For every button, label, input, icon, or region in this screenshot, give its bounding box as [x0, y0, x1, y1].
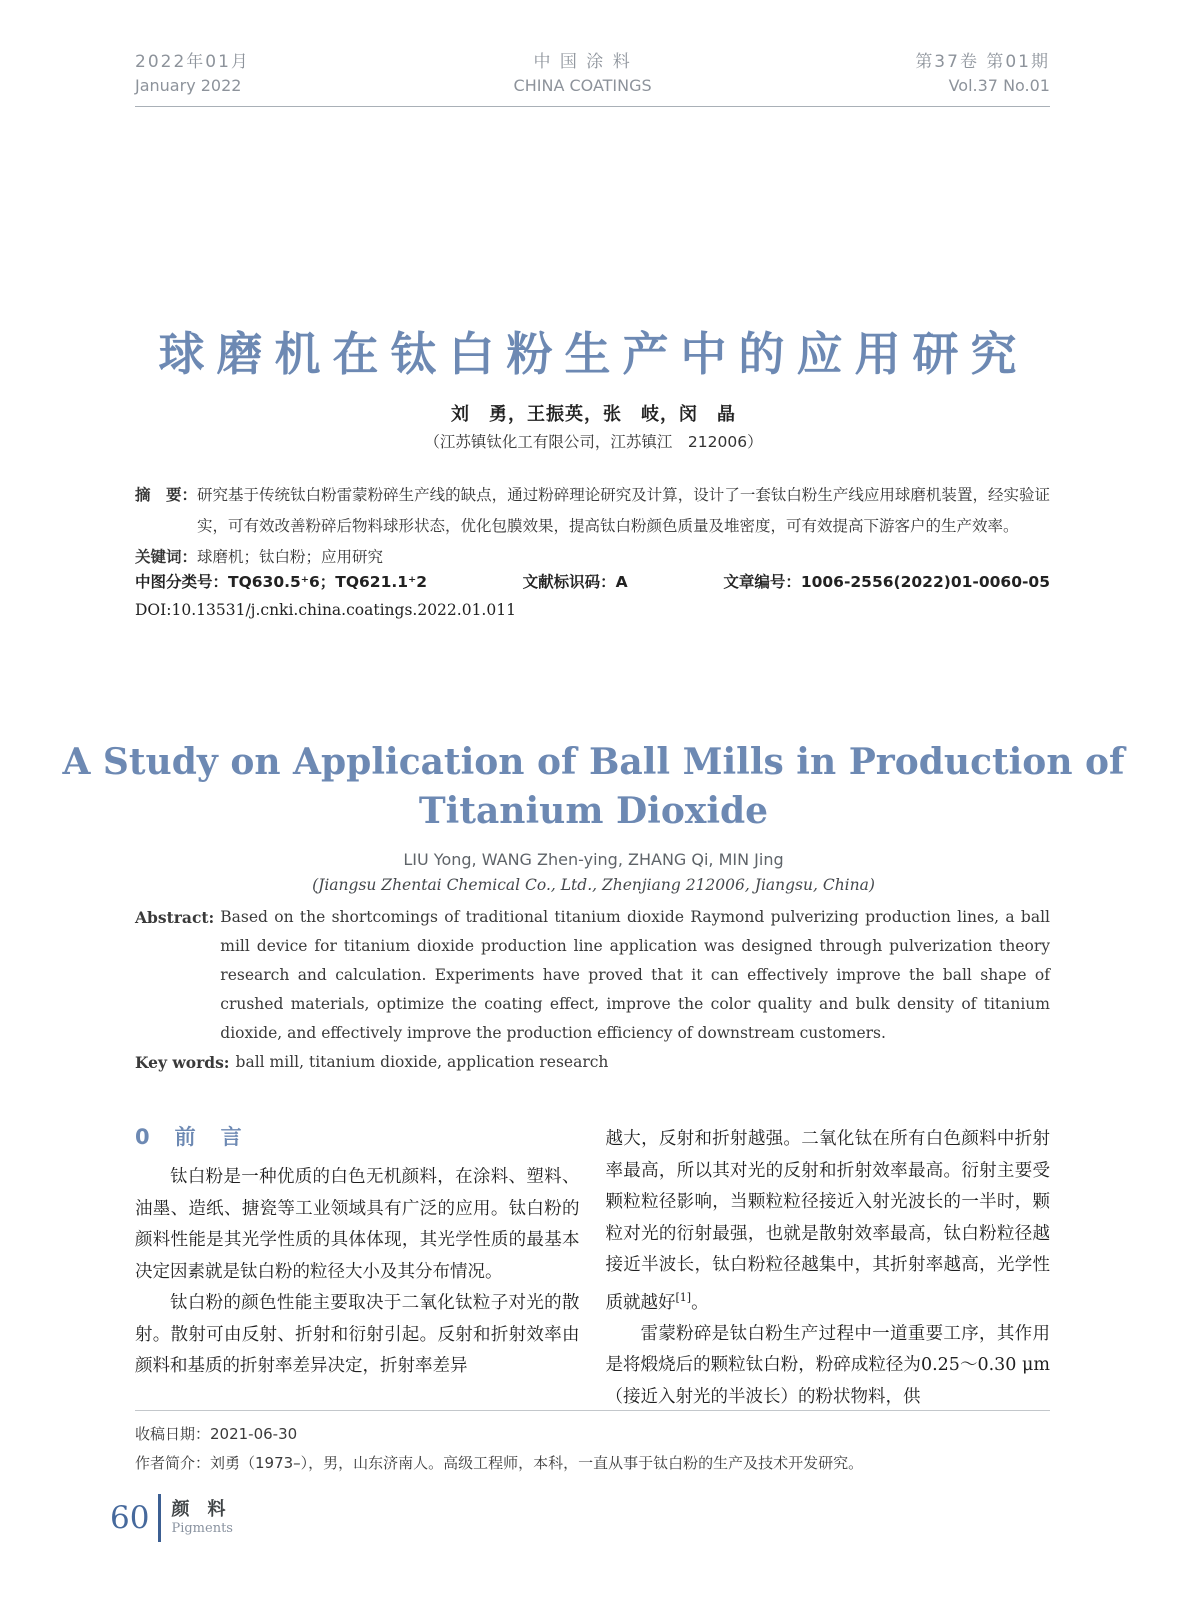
meta-row [135, 570, 1050, 592]
clc-number: 中图分类号：TQ630.5⁺6；TQ621.1⁺2 [135, 573, 427, 591]
paragraph [606, 1124, 1051, 1319]
keywords-en-label: Key words: [135, 1053, 230, 1072]
paragraph: 雷蒙粉碎是钛白粉生产过程中一道重要工序，其作用是将煅烧后的颗粒钛白粉，粉碎成粒径为0.25～0.30 μm（接近入射光的半波长）的粉状物料，供 [605, 1323, 1050, 1407]
right-column [606, 1124, 1051, 1413]
keywords-cn-label: 关键词： [135, 548, 198, 566]
page-header [135, 50, 1050, 107]
reference-marker: [1] [675, 1290, 692, 1304]
header-issue [915, 50, 1050, 98]
header-date-cn: 2022年01月 [135, 52, 250, 72]
keywords-en-text: ball mill, titanium dioxide, application research [235, 1053, 609, 1071]
footer-divider-bar [158, 1494, 161, 1542]
article-number: 文章编号：1006-2556(2022)01-0060-05 [723, 573, 1050, 591]
keywords-en [135, 1048, 1050, 1077]
header-journal-cn: 中 国 涂 料 [533, 52, 632, 72]
page-footer [110, 1494, 233, 1542]
document-code: 文献标识码：A [522, 573, 628, 591]
affiliation-en: (Jiangsu Zhentai Chemical Co., Ltd., Zhenjiang 212006, Jiangsu, China) [312, 876, 875, 894]
abstract-cn-text: 研究基于传统钛白粉雷蒙粉碎生产线的缺点，通过粉碎理论研究及计算，设计了一套钛白粉生产线应用球磨机装置，经实验证实，可有效改善粉碎后物料球形状态，优化包膜效果，提高钛白粉颜色质量及堆密度，可有效提高下游客户的生产效率。 [197, 486, 1050, 535]
article-title-en-line1: A Study on Application of Ball Mills in Production of [62, 741, 1125, 783]
page-number: 60 [110, 1500, 150, 1536]
authors-cn: 刘 勇，王振英，张 岐，闵 晶 [451, 404, 736, 425]
header-journal [514, 50, 652, 98]
header-date-en: January 2022 [135, 76, 242, 95]
header-issue-en: Vol.37 No.01 [948, 76, 1050, 95]
received-date: 收稿日期：2021-06-30 [135, 1425, 298, 1443]
footnote-block [135, 1410, 1050, 1478]
footer-section-en: Pigments [171, 1521, 233, 1536]
paragraph-tail: 。 [691, 1292, 709, 1313]
article-title-cn: 球磨机在钛白粉生产中的应用研究 [158, 327, 1029, 381]
header-journal-en: CHINA COATINGS [513, 76, 652, 95]
article-title-en [0, 738, 1187, 836]
header-date [135, 50, 250, 98]
footer-section-cn: 颜 料 [171, 1499, 226, 1520]
affiliation-cn: （江苏镇钛化工有限公司，江苏镇江 212006） [424, 433, 763, 451]
author-bio: 作者简介：刘勇（1973–），男，山东济南人。高级工程师，本科，一直从事于钛白粉的生产及技术开发研究。 [135, 1454, 864, 1472]
paragraph-text: 越大，反射和折射越强。二氧化钛在所有白色颜料中折射率最高，所以其对光的反射和折射效率最高。衍射主要受颗粒粒径影响，当颗粒粒径接近入射光波长的一半时，颗粒对光的衍射最强，也就是散射效率最高，钛白粉粒径越接近半波长，钛白粉粒径越集中，其折射率越高，光学性质就越好 [605, 1129, 1050, 1313]
keywords-cn [135, 542, 1050, 573]
keywords-cn-text: 球磨机；钛白粉；应用研究 [197, 548, 384, 566]
paragraph: 钛白粉的颜色性能主要取决于二氧化钛粒子对光的散射。散射可由反射、折射和衍射引起。反射和折射效率由颜料和基质的折射率差异决定，折射率差异 [135, 1293, 580, 1376]
abstract-cn-block [135, 480, 1050, 573]
header-issue-cn: 第37卷 第01期 [915, 52, 1050, 72]
abstract-cn [135, 480, 1050, 542]
abstract-en-block [135, 903, 1050, 1077]
body-columns [135, 1124, 1050, 1413]
section-heading-0: 0 前 言 [135, 1125, 244, 1149]
left-column [135, 1124, 580, 1413]
paragraph: 钛白粉是一种优质的白色无机颜料，在涂料、塑料、油墨、造纸、搪瓷等工业领域具有广泛的应用。钛白粉的颜料性能是其光学性质的具体体现，其光学性质的最基本决定因素就是钛白粉的粒径大小及其分布情况。 [135, 1167, 580, 1282]
abstract-cn-label: 摘 要： [135, 486, 198, 504]
abstract-en [135, 903, 1050, 1048]
footer-section [171, 1499, 233, 1537]
abstract-en-label: Abstract: [135, 908, 215, 927]
article-title-en-line2: Titanium Dioxide [418, 790, 769, 832]
doi: DOI:10.13531/j.cnki.china.coatings.2022.01.011 [135, 601, 516, 619]
abstract-en-text: Based on the shortcomings of traditional titanium dioxide Raymond pulverizing production lines, a ball mill device for titanium dioxide production line application was designed through pulverization theory research and calculation. Experiments have proved that it can effectively improve the ball shape of crushed materials, optimize the coating effect, improve the color quality and bulk density of titanium dioxide, and effectively improve the production efficiency of downstream customers. [220, 908, 1050, 1042]
authors-en: LIU Yong, WANG Zhen-ying, ZHANG Qi, MIN Jing [403, 850, 784, 869]
